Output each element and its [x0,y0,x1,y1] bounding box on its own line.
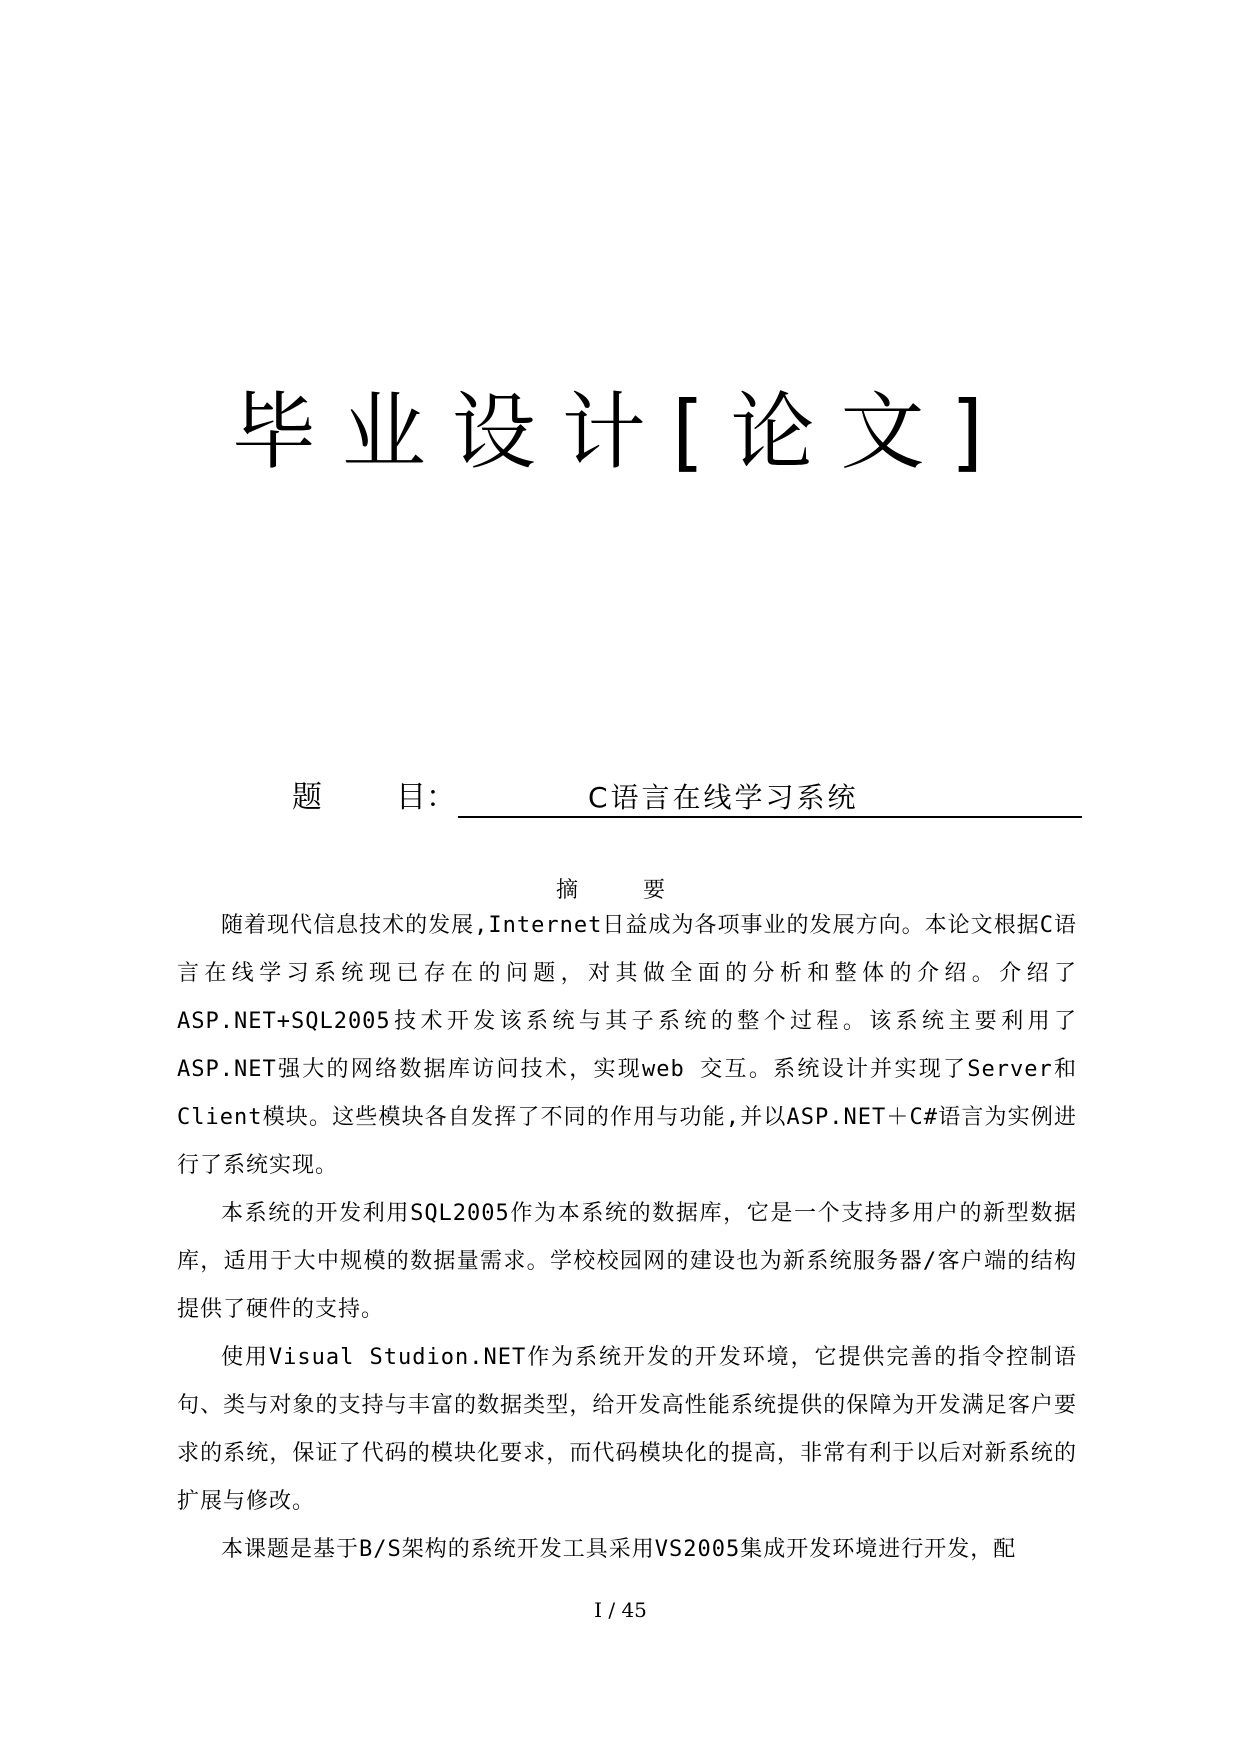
topic-label-char1: 题 [292,780,322,815]
thesis-title: 毕业设计[论文] [231,383,1010,481]
abstract-paragraph-3: 使用Visual Studion.NET作为系统开发的开发环境，它提供完善的指令控制语句、类与对象的支持与丰富的数据类型，给开发高性能系统提供的保障为开发满足客户要求的系统，保证了代码的模块化要求，而代码模块化的提高，非常有利于以后对新系统的扩展与修改。 [177,1345,1077,1514]
abstract-body [177,902,1077,1574]
page-number: I / 45 [594,1598,647,1622]
abstract-paragraph-4: 本课题是基于B/S架构的系统开发工具采用VS2005集成开发环境进行开发，配 [221,1537,1017,1562]
abstract-heading: 摘 要 [556,878,685,903]
abstract-paragraph-1: 随着现代信息技术的发展,Internet日益成为各项事业的发展方向。本论文根据C语言在线学习系统现已存在的问题，对其做全面的分析和整体的介绍。介绍了ASP.NET+SQL2005技术开发该系统与其子系统的整个过程。该系统主要利用了ASP.NET强大的网络数据库访问技术，实现web 交互。系统设计并实现了Server和Client模块。这些模块各自发挥了不同的作用与功能,并以ASP.NET＋C#语言为实例进行了系统实现。 [177,913,1077,1178]
topic-value: C语言在线学习系统 [458,776,1082,818]
topic-label-char2: 目： [396,780,456,815]
topic-label [292,776,456,820]
abstract-paragraph-2: 本系统的开发利用SQL2005作为本系统的数据库，它是一个支持多用户的新型数据库，适用于大中规模的数据量需求。学校校园网的建设也为新系统服务器/客户端的结构提供了硬件的支持。 [177,1201,1077,1322]
topic-row [292,776,1082,820]
